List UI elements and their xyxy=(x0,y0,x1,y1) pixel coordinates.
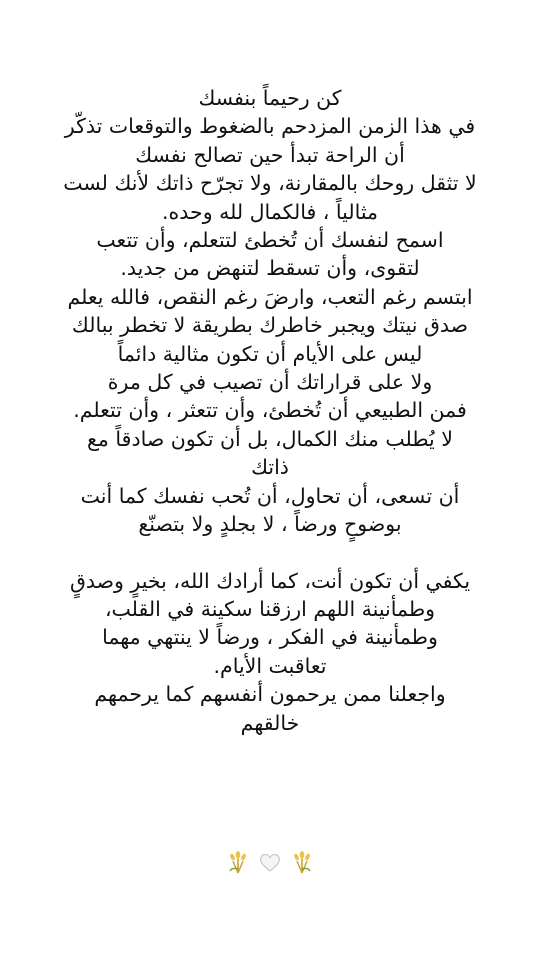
text-line: ابتسم رغم التعب، وارضَ رغم النقص، فالله يعلم xyxy=(67,284,473,309)
text-line: لا يُطلب منك الكمال، بل أن تكون صادقاً مع xyxy=(87,426,453,451)
text-line: ولا على قراراتك أن تصيب في كل مرة xyxy=(107,370,433,395)
text-line: واجعلنا ممن يرحمون أنفسهم كما يرحمهم xyxy=(94,682,446,707)
text-line: وطمأنينة اللهم ارزقنا سكينة في القلب، xyxy=(104,596,436,621)
paragraph-gap xyxy=(12,539,528,567)
text-line: تعاقبت الأيام. xyxy=(213,653,327,678)
text-line: كن رحيماً بنفسك xyxy=(198,86,342,110)
text-line: وطمأنينة في الفكر ، ورضاً لا ينتهي مهما xyxy=(102,625,438,650)
text-line: ذاتك xyxy=(251,455,289,480)
white-heart-icon xyxy=(257,849,283,875)
text-line: بوضوحٍ ورضاً ، لا بجلدٍ ولا بتصنّع xyxy=(138,512,402,537)
text-line: لا تثقل روحك بالمقارنة، ولا تجرّح ذاتك لأنك لست xyxy=(63,171,477,196)
text-line: أن الراحة تبدأ حين تصالح نفسك xyxy=(135,142,405,167)
text-line: اسمح لنفسك أن تُخطئ لتتعلم، وأن تتعب xyxy=(96,228,444,253)
emoji-row xyxy=(0,848,540,876)
post-text xyxy=(12,84,528,737)
text-line: مثالياً ، فالكمال لله وحده. xyxy=(162,199,378,224)
sheaf-of-rice-icon xyxy=(225,849,251,875)
text-line: في هذا الزمن المزدحم بالضغوط والتوقعات تذكّر xyxy=(64,114,476,139)
text-line: لتقوى، وأن تسقط لتنهض من جديد. xyxy=(120,256,420,281)
text-line: خالقهم xyxy=(240,710,300,735)
text-line: صدق نيتك ويجبر خاطرك بطريقة لا تخطر ببالك xyxy=(71,313,469,338)
text-line: ليس على الأيام أن تكون مثالية دائماً xyxy=(117,341,423,366)
sheaf-of-rice-icon xyxy=(289,849,315,875)
text-line: أن تسعى، أن تحاول، أن تُحب نفسك كما أنت xyxy=(80,483,460,508)
text-line: فمن الطبيعي أن تُخطئ، وأن تتعثر ، وأن تتعلم. xyxy=(73,398,467,423)
text-line: يكفي أن تكون أنت، كما أرادك الله، بخيرٍ وصدقٍ xyxy=(69,568,471,593)
